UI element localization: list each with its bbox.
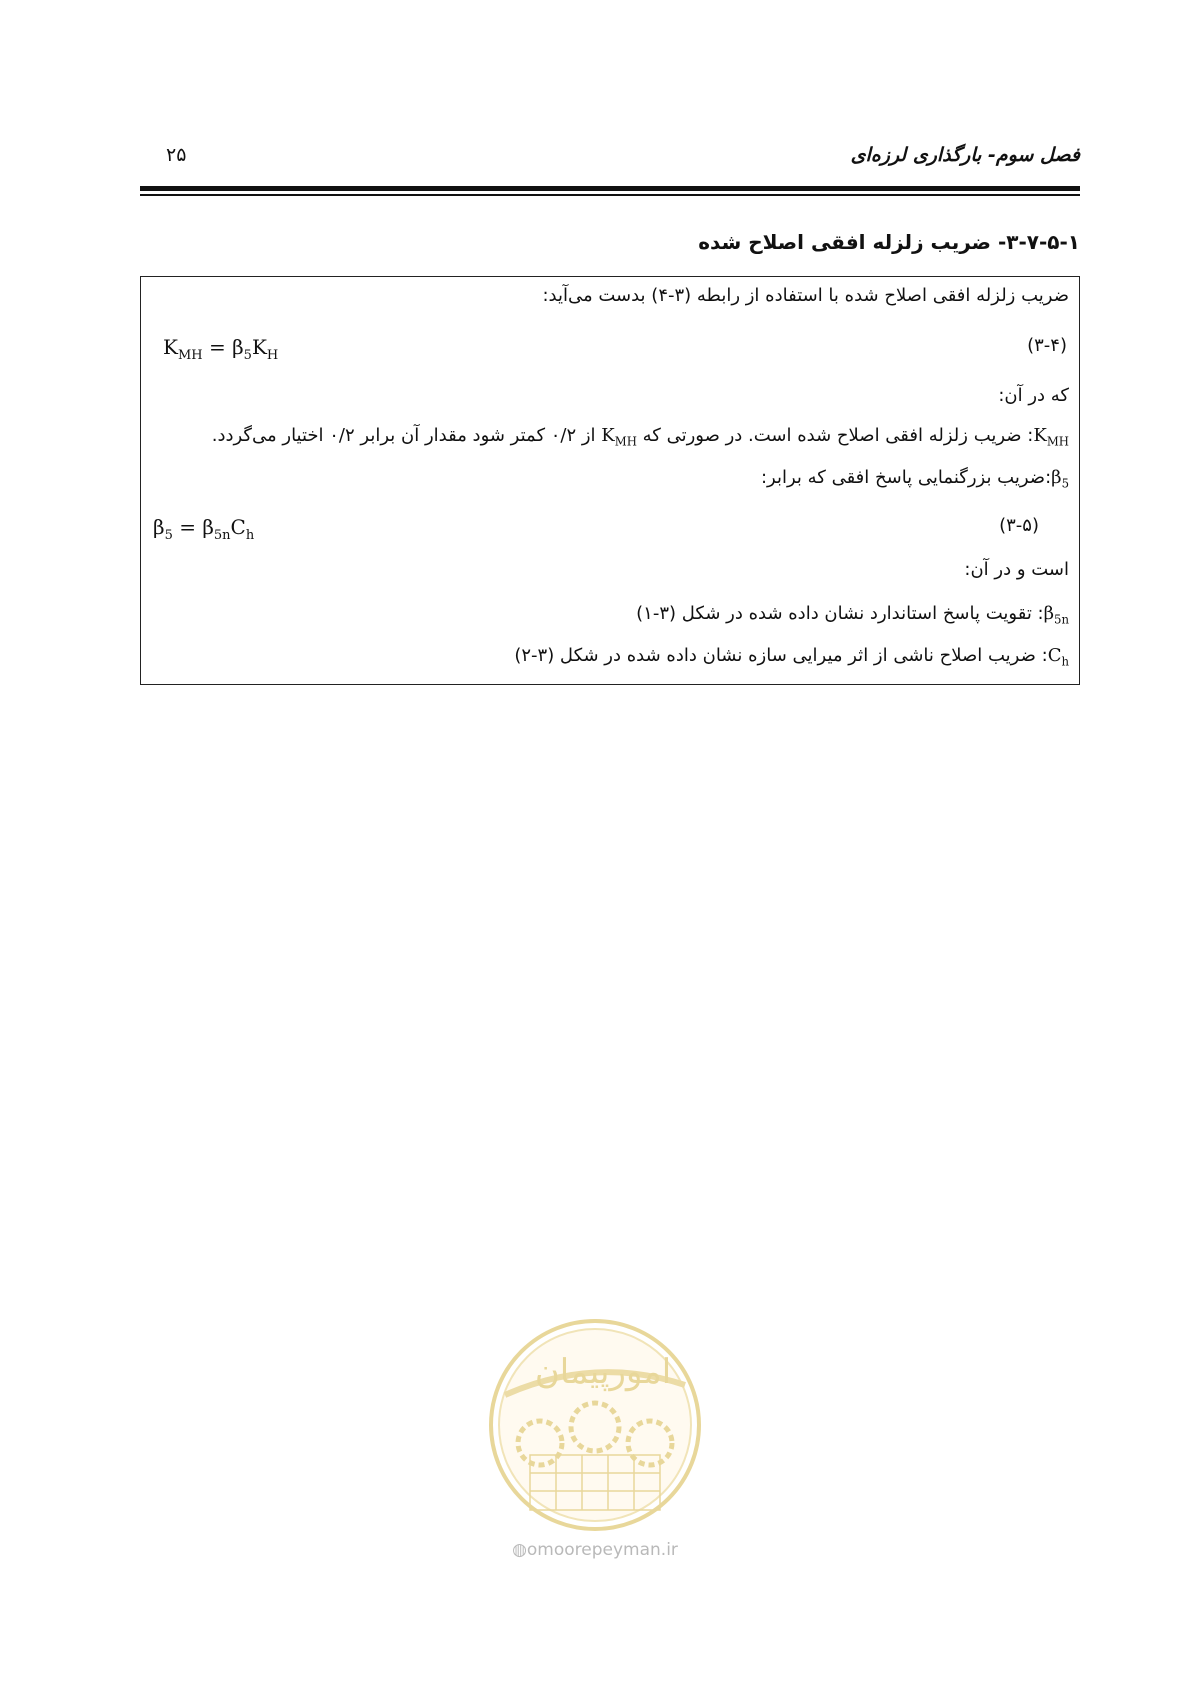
equation-number-2: (۳-۵) [999,515,1039,536]
svg-text:امورپیمان: امورپیمان [534,1352,672,1392]
beta5n-definition: $\beta_{5n}$: تقویت پاسخ استاندارد نشان داده شده در شکل (۳-۱) [636,603,1069,627]
ch-definition: $C_h$: ضریب اصلاح ناشی از اثر میرایی سازه نشان داده شده در شکل (۳-۲) [514,645,1069,669]
where-text-2: است و در آن: [964,559,1069,580]
beta5-definition: $\beta_5:ضریب$ بزرگنمایی پاسخ افقی که برابر: [760,467,1069,491]
watermark-logo [485,1315,705,1535]
where-text-1: که در آن: [998,385,1069,406]
equation-number-1: (۳-۴) [1027,335,1067,356]
page-header [140,140,1080,180]
equation-beta5: $\beta_5 = \beta_{5n}C_h$ [153,515,255,543]
globe-icon: ◍ [512,1540,527,1560]
chapter-title: فصل سوم- بارگذاری لرزه‌ای [850,144,1080,166]
section-heading: ۳-۷-۵-۱- ضریب زلزله افقی اصلاح شده [698,230,1080,254]
intro-text: ضریب زلزله افقی اصلاح شده با استفاده از رابطه (۳-۴) بدست می‌آید: [542,285,1069,306]
watermark-url: ◍omoorepeyman.ir [512,1540,678,1560]
definition-box [140,276,1080,685]
header-rule-thin [140,194,1080,196]
header-rule-thick [140,186,1080,191]
page-number: ۲۵ [166,144,187,166]
equation-kmh: $K_{MH} = \beta_5K_H$ [163,335,279,363]
kmh-definition: $K_{MH}$: ضریب زلزله افقی اصلاح شده است. در صورتی که $K_{MH}$ از ۰/۲ کمتر شود مقدار آن برابر ۰/۲ اختیار می‌گردد. [211,425,1069,449]
